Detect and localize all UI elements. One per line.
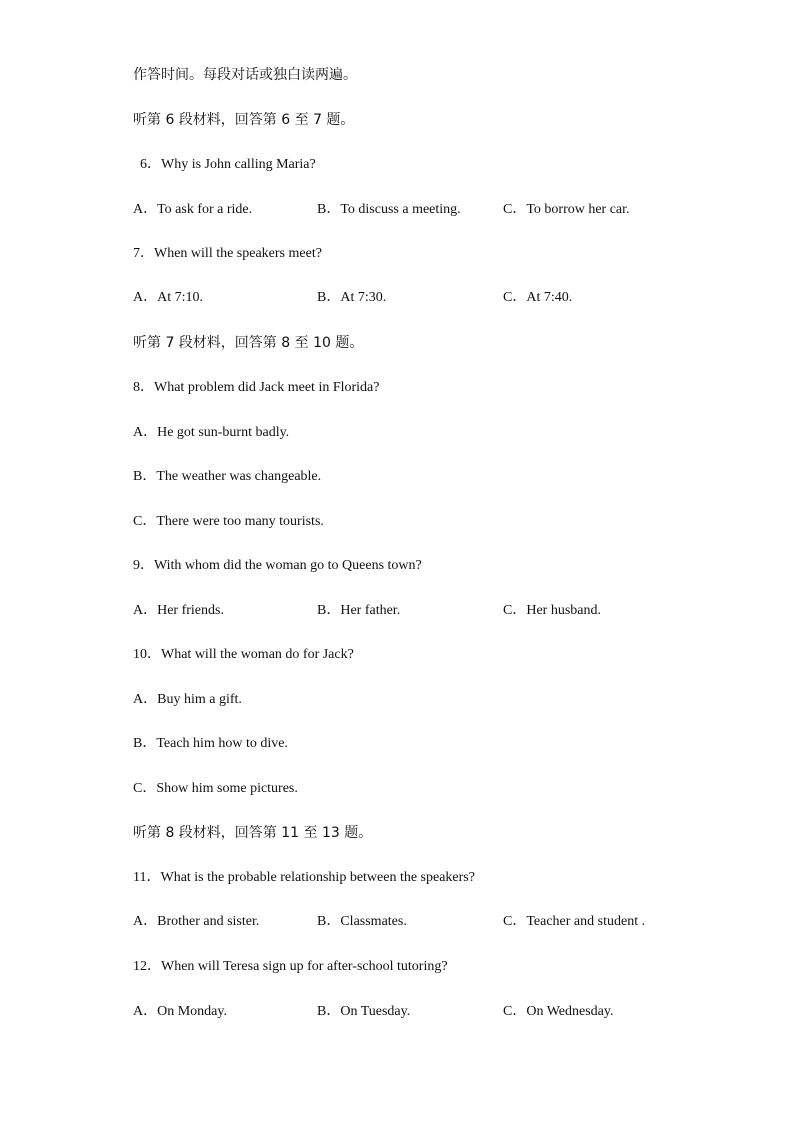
- question-10-option-a: A．Buy him a gift.: [133, 692, 242, 707]
- instruction-text: 作答时间。每段对话或独白读两遍。: [133, 67, 357, 83]
- question-8-option-c: C．There were too many tourists.: [133, 514, 324, 529]
- question-9-option-c: C．Her husband.: [503, 603, 601, 618]
- question-11-options: [0, 912, 794, 932]
- question-8-stem: 8．What problem did Jack meet in Florida?: [133, 380, 380, 395]
- question-11-option-a: A．Brother and sister.: [133, 914, 260, 929]
- question-12-option-c: C．On Wednesday.: [503, 1004, 614, 1019]
- question-6-options: [0, 200, 794, 220]
- question-6-option-b: B．To discuss a meeting.: [317, 202, 461, 217]
- question-10-option-c: C．Show him some pictures.: [133, 781, 298, 796]
- question-9-option-b: B．Her father.: [317, 603, 401, 618]
- question-7-options: [0, 288, 794, 308]
- question-12-stem: 12．When will Teresa sign up for after-school tutoring?: [133, 959, 448, 974]
- question-8-option-a: A．He got sun-burnt badly.: [133, 425, 290, 440]
- question-9-options: [0, 601, 794, 621]
- question-11-option-b: B．Classmates.: [317, 914, 407, 929]
- question-12-option-a: A．On Monday.: [133, 1004, 227, 1019]
- question-7-stem: 7．When will the speakers meet?: [133, 246, 322, 261]
- section-heading: 听第 7 段材料，回答第 8 至 10 题。: [133, 335, 364, 351]
- section-heading: 听第 6 段材料，回答第 6 至 7 题。: [133, 112, 355, 128]
- question-11-option-c: C．Teacher and student .: [503, 914, 646, 929]
- question-7-option-c: C．At 7:40.: [503, 290, 573, 305]
- question-12-options: [0, 1002, 794, 1022]
- question-6-stem: 6．Why is John calling Maria?: [140, 157, 316, 172]
- question-9-option-a: A．Her friends.: [133, 603, 224, 618]
- question-10-option-b: B．Teach him how to dive.: [133, 736, 288, 751]
- question-6-option-a: A．To ask for a ride.: [133, 202, 253, 217]
- section-heading: 听第 8 段材料，回答第 11 至 13 题。: [133, 825, 373, 841]
- question-7-option-a: A．At 7:10.: [133, 290, 203, 305]
- question-11-stem: 11．What is the probable relationship between the speakers?: [133, 870, 475, 885]
- question-10-stem: 10．What will the woman do for Jack?: [133, 647, 354, 662]
- question-6-option-c: C．To borrow her car.: [503, 202, 630, 217]
- question-7-option-b: B．At 7:30.: [317, 290, 387, 305]
- question-12-option-b: B．On Tuesday.: [317, 1004, 411, 1019]
- question-9-stem: 9．With whom did the woman go to Queens town?: [133, 558, 422, 573]
- question-8-option-b: B．The weather was changeable.: [133, 469, 322, 484]
